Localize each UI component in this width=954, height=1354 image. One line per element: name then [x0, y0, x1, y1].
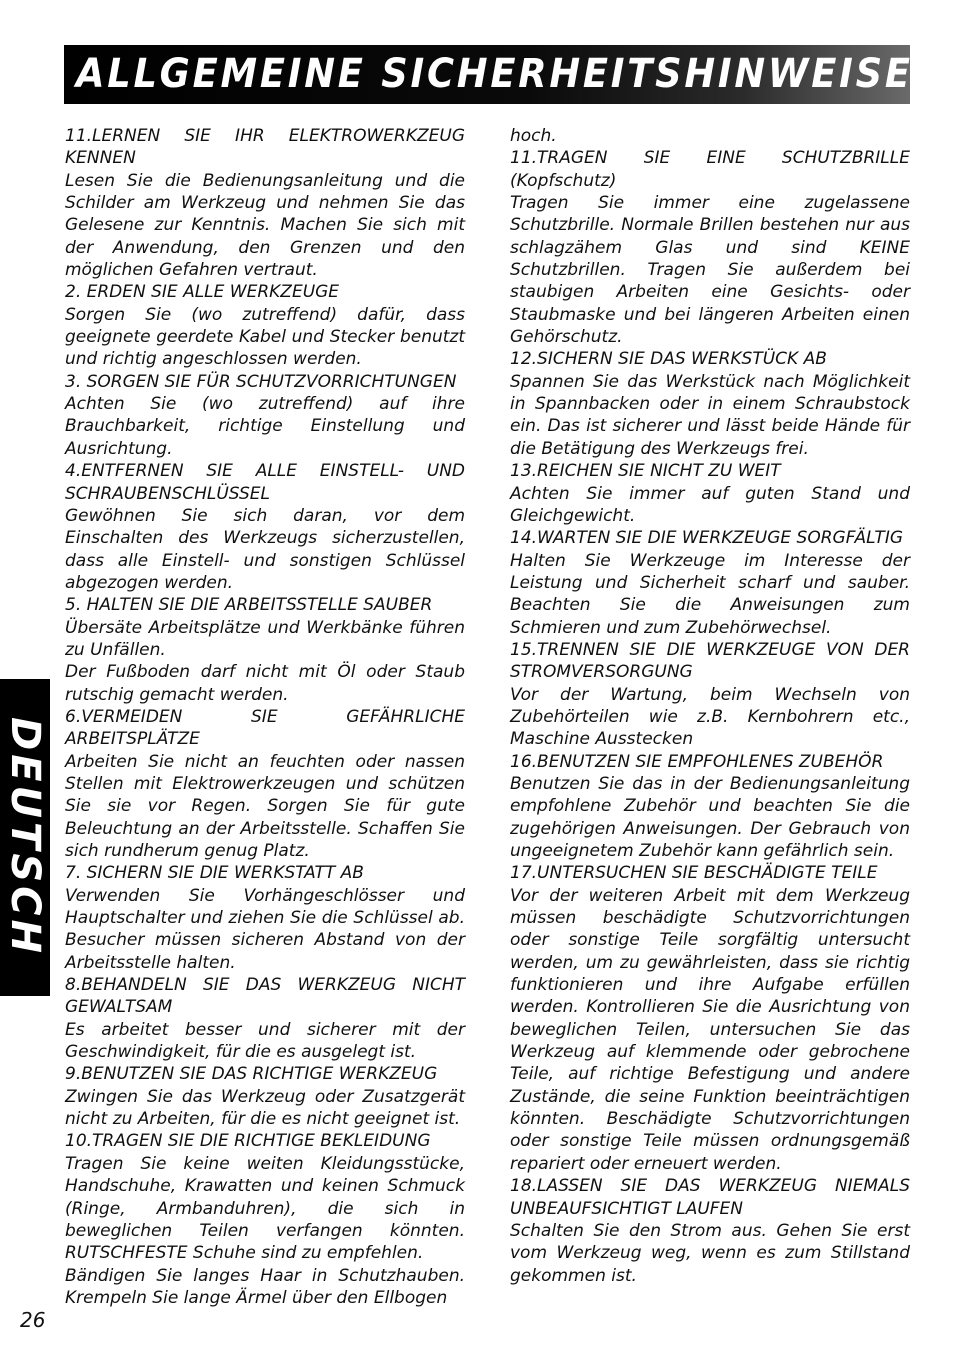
section-heading: 7. SICHERN SIE DIE WERKSTATT AB — [65, 863, 364, 884]
section-body: Vor der Wartung, beim Wechseln von Zubehörteilen wie z.B. Kernbohrern etc., Maschine Ausstecken — [510, 684, 910, 750]
left-column — [65, 125, 465, 1309]
section-heading: 6.VERMEIDEN SIE GEFÄHRLICHE ARBEITSPLÄTZE — [65, 706, 465, 750]
section-heading: 11.TRAGEN SIE EINE SCHUTZBRILLE (Kopfschutz) — [510, 148, 910, 191]
section-heading: 10.TRAGEN SIE DIE RICHTIGE BEKLEIDUNG — [65, 1131, 431, 1152]
section-heading: 3. SORGEN SIE FÜR SCHUTZVORRICHTUNGEN — [65, 371, 457, 392]
section-body: hoch. — [510, 126, 557, 146]
section-body: Achten Sie (wo zutreffend) auf ihre Brauchbarkeit, richtige Einstellung und Ausrichtung. — [65, 394, 465, 459]
section-body: Übersäte Arbeitsplätze und Werkbänke führen zu Unfällen. — [65, 617, 465, 660]
section-heading: 5. HALTEN SIE DIE ARBEITSSTELLE SAUBER — [65, 595, 433, 616]
title-banner — [64, 45, 913, 104]
language-side-tab — [0, 679, 50, 996]
section-heading: 9.BENUTZEN SIE DAS RICHTIGE WERKZEUG — [65, 1064, 438, 1085]
section-heading: 8.BEHANDELN SIE DAS WERKZEUG NICHT GEWALTSAM — [65, 975, 465, 1018]
section-body: Lesen Sie die Bedienungsanleitung und die Schilder am Werkzeug und nehmen Sie das Gelesene zur Kenntnis. Machen Sie sich mit der Anwendung, den Grenzen und den möglichen Gefahren vertraut. — [65, 170, 465, 281]
section-heading: 14.WARTEN SIE DIE WERKZEUGE SORGFÄLTIG — [510, 528, 904, 549]
section-body: Benutzen Sie das in der Bedienungsanleitung empfohlene Zubehör und beachten Sie die zugehörigen Anweisungen. Der Gebrauch von ungeeignetem Zubehör kann gefährlich sein. — [510, 773, 910, 861]
section-heading: 17.UNTERSUCHEN SIE BESCHÄDIGTE TEILE — [510, 863, 878, 884]
section-heading: 4.ENTFERNEN SIE ALLE EINSTELL- UND SCHRAUBENSCHLÜSSEL — [65, 461, 465, 504]
section-heading: 13.REICHEN SIE NICHT ZU WEIT — [510, 461, 781, 482]
section-body: Es arbeitet besser und sicherer mit der Geschwindigkeit, für die es ausgelegt ist. — [65, 1019, 465, 1063]
section-body: Schalten Sie den Strom aus. Gehen Sie erst vom Werkzeug weg, wenn es zum Stillstand gekommen ist. — [510, 1220, 910, 1286]
section-body: Vor der weiteren Arbeit mit dem Werkzeug müssen beschädigte Schutzvorrichtungen oder sonstige Teile sorgfältig untersucht werden, um zu gewährleisten, dass sie richtig funktionieren und ihre Aufgabe erfüllen werden. Kontrollieren Sie die Ausrichtung von beweglichen Teilen, untersuchen Sie das Werkzeug auf klemmende oder gebrochene Teile, auf richtige Befestigung und andere Zustände, die seine Funktion beeinträchtigen könnten. Beschädigte Schutzvorrichtungen oder sonstige Teile müssen ordnungsgemäß repariert oder erneuert werden. — [510, 885, 910, 1174]
section-body: Achten Sie immer auf guten Stand und Gleichgewicht. — [510, 483, 910, 526]
section-body: Tragen Sie keine weiten Kleidungsstücke, Handschuhe, Krawatten und keinen Schmuck (Ringe, Armbanduhren), die sich in beweglichen Teilen verfangen könnten. RUTSCHFESTE Schuhe sind zu empfehlen. — [65, 1153, 465, 1264]
page-number: 26 — [20, 1308, 46, 1332]
section-body: Verwenden Sie Vorhängeschlösser und Hauptschalter und ziehen Sie die Schlüssel ab. Besucher müssen sicheren Abstand von der Arbeitsstelle halten. — [65, 885, 465, 973]
section-body: Sorgen Sie (wo zutreffend) dafür, dass geeignete geerdete Kabel und Stecker benutzt und richtig angeschlossen werden. — [65, 304, 465, 370]
section-heading: 15.TRENNEN SIE DIE WERKZEUGE VON DER STROMVERSORGUNG — [510, 639, 910, 683]
section-heading: 12.SICHERN SIE DAS WERKSTÜCK AB — [510, 349, 827, 370]
section-body: Zwingen Sie das Werkzeug oder Zusatzgerät nicht zu Arbeiten, für die es nicht geeignet ist. — [65, 1086, 465, 1130]
section-heading: 16.BENUTZEN SIE EMPFOHLENES ZUBEHÖR — [510, 751, 884, 772]
section-heading: 18.LASSEN SIE DAS WERKZEUG NIEMALS UNBEAUFSICHTIGT LAUFEN — [510, 1176, 910, 1219]
page-title: ALLGEMEINE SICHERHEITSHINWEISE — [76, 51, 913, 97]
right-column — [510, 125, 910, 1287]
section-heading: 11.LERNEN SIE IHR ELEKTROWERKZEUG KENNEN — [65, 126, 465, 169]
section-heading: 2. ERDEN SIE ALLE WERKZEUGE — [65, 282, 340, 303]
section-body: Spannen Sie das Werkstück nach Möglichkeit in Spannbacken oder in einem Schraubstock ein. Das ist sicherer und lässt beide Hände für die Betätigung des Werkzeugs frei. — [510, 371, 910, 459]
language-label: DEUTSCH — [2, 717, 48, 957]
section-body: Gewöhnen Sie sich daran, vor dem Einschalten des Werkzeugs sicherzustellen, dass alle Einstell- und sonstigen Schlüssel abgezogen werden. — [65, 505, 465, 593]
section-body: Tragen Sie immer eine zugelassene Schutzbrille. Normale Brillen bestehen nur aus schlagzähem Glas und sind KEINE Schutzbrillen. Tragen Sie außerdem bei staubigen Arbeiten eine Gesichts- oder Staubmaske und bei längeren Arbeiten einen Gehörschutz. — [510, 193, 910, 348]
section-body: Der Fußboden darf nicht mit Öl oder Staub rutschig gemacht werden. — [65, 662, 465, 705]
section-body: Bändigen Sie langes Haar in Schutzhauben. Krempeln Sie lange Ärmel über den Ellbogen — [65, 1265, 465, 1308]
section-body: Arbeiten Sie nicht an feuchten oder nassen Stellen mit Elektrowerkzeugen und schützen Sie sie vor Regen. Sorgen Sie für gute Beleuchtung an der Arbeitsstelle. Schaffen Sie sich rundherum genug Platz. — [65, 751, 465, 861]
section-body: Halten Sie Werkzeuge im Interesse der Leistung und Sicherheit scharf und sauber. Beachten Sie die Anweisungen zum Schmieren und zum Zubehörwechsel. — [510, 550, 910, 638]
